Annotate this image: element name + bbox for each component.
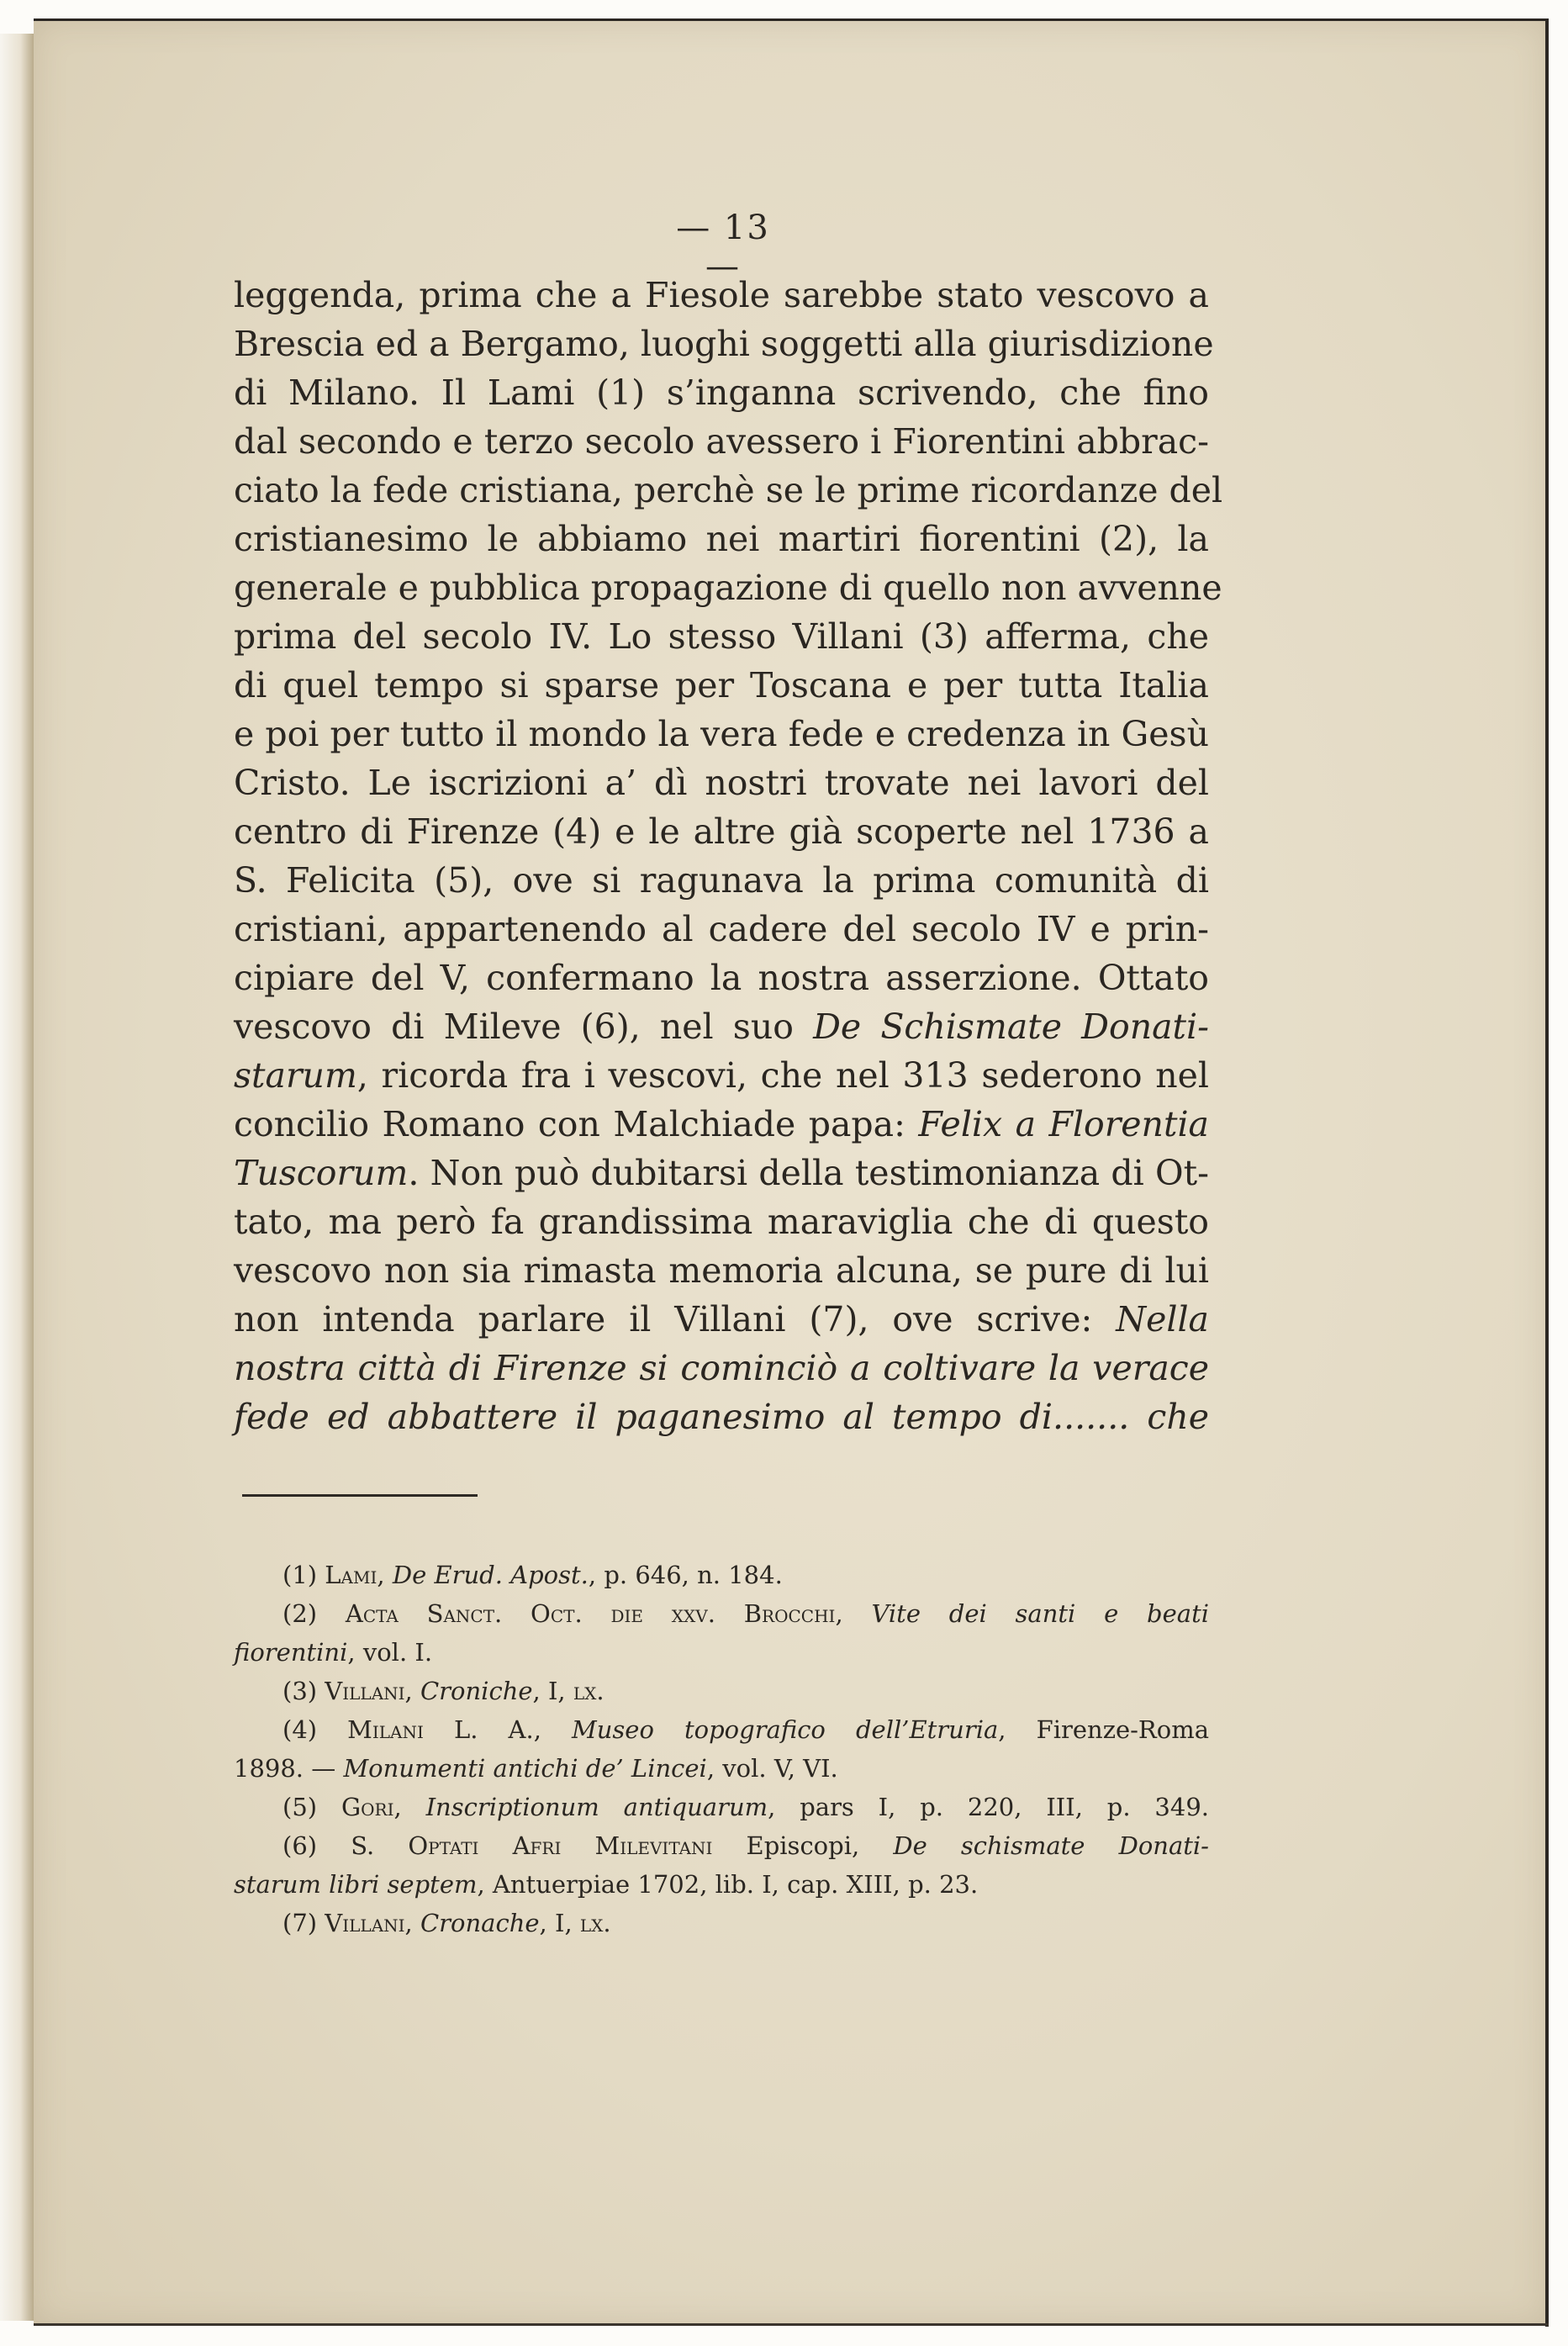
body-line	[234, 1100, 1209, 1149]
footnote-line	[234, 1865, 1209, 1904]
text-run: vescovo non sia rimasta memoria alcuna, se pure di lui	[234, 1250, 1209, 1291]
text-run: S. Felicita (5), ove si ragunava la prima comunità di	[234, 860, 1209, 901]
body-line	[234, 1051, 1209, 1100]
text-run: lx	[573, 1677, 597, 1705]
text-run: .	[603, 1909, 611, 1937]
text-run: , I,	[539, 1909, 580, 1937]
body-line	[234, 807, 1209, 856]
body-line	[234, 1002, 1209, 1051]
text-run: De Erud. Apost.	[392, 1561, 589, 1589]
text-run: cipiare del V, confermano la nostra asserzione. Ottato	[234, 958, 1209, 998]
body-line	[234, 1149, 1209, 1197]
footnote-line	[234, 1749, 1209, 1788]
body-line	[234, 1246, 1209, 1295]
text-run: ,	[393, 1793, 426, 1821]
text-run: di Milano. Il Lami (1) s’inganna scrivendo, che fino	[234, 373, 1209, 413]
text-run: , Antuerpiae 1702, lib. I, cap. XIII, p. 23.	[477, 1870, 979, 1899]
text-run: tato, ma però fa grandissima maraviglia che di questo	[234, 1202, 1209, 1242]
text-run: (1)	[282, 1561, 325, 1589]
text-run: fiorentini	[234, 1638, 348, 1667]
text-run: De schismate Donati-	[893, 1831, 1209, 1860]
text-run: ,	[377, 1561, 393, 1589]
text-run: (2)	[282, 1599, 346, 1628]
text-run: non intenda parlare il Villani (7), ove scrive:	[234, 1299, 1117, 1339]
text-run: vescovo di Mileve (6), nel suo	[234, 1007, 814, 1047]
text-run: lx	[579, 1909, 604, 1937]
footnote-line	[234, 1633, 1209, 1672]
body-line	[234, 758, 1209, 807]
text-run: nostra città di Firenze si cominciò a coltivare la verace	[234, 1348, 1209, 1388]
text-run: starum	[234, 1055, 357, 1096]
text-run: ,	[404, 1909, 420, 1937]
body-line	[234, 1392, 1209, 1441]
text-run: starum libri septem	[234, 1870, 478, 1899]
text-run: .	[596, 1677, 604, 1705]
body-line	[234, 271, 1209, 320]
text-run: 1898. —	[234, 1754, 344, 1783]
text-run: e poi per tutto il mondo la vera fede e credenza in Gesù	[234, 714, 1209, 754]
text-run: dal secondo e terzo secolo avessero i Fiorentini abbrac-	[234, 421, 1209, 462]
footnote-line	[234, 1556, 1209, 1594]
text-run: Lami	[325, 1561, 377, 1589]
body-line	[234, 1344, 1209, 1392]
text-run: Brescia ed a Bergamo, luoghi soggetti alla giurisdizione	[234, 324, 1214, 364]
text-run: (5)	[282, 1793, 341, 1821]
text-run: , vol. V, VI.	[706, 1754, 838, 1783]
text-run: , pars I, p. 220, III, p. 349.	[768, 1793, 1210, 1821]
body-line	[234, 661, 1209, 710]
footnote-separator	[242, 1494, 478, 1497]
text-run: di quel tempo si sparse per Toscana e per tutta Italia	[234, 665, 1209, 705]
text-run: Villani	[325, 1909, 405, 1937]
text-run: , Firenze-Roma	[998, 1715, 1210, 1744]
footnote-line	[234, 1826, 1209, 1865]
scan-border-right	[1545, 18, 1549, 2327]
text-run: De Schismate Donati-	[813, 1007, 1209, 1047]
book-gutter	[0, 34, 34, 2321]
footnote-line	[234, 1594, 1209, 1633]
body-line	[234, 856, 1209, 905]
body-line	[234, 954, 1209, 1002]
text-run: (6) S.	[282, 1831, 409, 1860]
body-text	[234, 271, 1223, 1441]
text-run: Croniche	[420, 1677, 533, 1705]
text-run: ciato la fede cristiana, perchè se le prime ricordanze del	[234, 470, 1223, 510]
text-run: , vol. I.	[347, 1638, 433, 1667]
text-run: (7)	[282, 1909, 325, 1937]
text-run: . Non può dubitarsi della testimonianza di Ot-	[408, 1153, 1209, 1193]
footnote-line	[234, 1904, 1209, 1942]
text-run: concilio Romano con Malchiade papa:	[234, 1104, 919, 1144]
text-run: generale e pubblica propagazione di quello non avvenne	[234, 568, 1222, 608]
body-line	[234, 612, 1209, 661]
text-run: , p. 646, n. 184.	[588, 1561, 783, 1589]
text-run: Tuscorum	[234, 1153, 409, 1193]
text-run: ,	[404, 1677, 420, 1705]
body-line	[234, 320, 1214, 368]
text-run: centro di Firenze (4) e le altre già scoperte nel 1736 a	[234, 811, 1209, 852]
text-run: (4)	[282, 1715, 348, 1744]
body-line	[234, 710, 1209, 758]
text-run: Inscriptionum antiquarum	[425, 1793, 768, 1821]
body-line	[234, 1295, 1209, 1344]
scan-border-top	[34, 18, 1547, 21]
text-run: cristiani, appartenendo al cadere del secolo IV e prin-	[234, 909, 1209, 949]
page-number: — 13 —	[676, 209, 770, 286]
scan-border-bottom	[34, 2323, 1549, 2326]
footnote-line	[234, 1788, 1209, 1826]
footnote-line	[234, 1672, 1209, 1710]
text-run: fede ed abbattere il paganesimo al tempo di....... che	[234, 1397, 1209, 1437]
text-run: prima del secolo IV. Lo stesso Villani (3) afferma, che	[234, 616, 1209, 657]
body-line	[234, 905, 1209, 954]
text-run: ,	[835, 1599, 872, 1628]
text-run: , ricorda fra i vescovi, che nel 313 sederono nel	[356, 1055, 1209, 1096]
text-run: cristianesimo le abbiamo nei martiri fiorentini (2), la	[234, 519, 1209, 559]
text-run: Vite dei santi e beati	[871, 1599, 1210, 1628]
text-run: Optati Afri Milevitani	[408, 1831, 713, 1860]
text-run: Gori	[341, 1793, 394, 1821]
body-line	[234, 466, 1223, 515]
body-line	[234, 563, 1222, 612]
body-line	[234, 1197, 1209, 1246]
text-run: Felix a Florentia	[918, 1104, 1209, 1144]
text-run: Monumenti antichi de’ Lincei	[343, 1754, 707, 1783]
text-run: Acta Sanct. Oct. die xxv. Brocchi	[345, 1599, 836, 1628]
footnotes	[234, 1556, 1209, 1942]
text-run: Milani L. A.	[347, 1715, 534, 1744]
body-line	[234, 417, 1209, 466]
text-run: Cronache	[420, 1909, 540, 1937]
text-run: , I,	[532, 1677, 573, 1705]
text-run: Episcopi,	[712, 1831, 894, 1860]
text-run: leggenda, prima che a Fiesole sarebbe stato vescovo a	[234, 275, 1209, 315]
text-run: Villani	[325, 1677, 405, 1705]
footnote-line	[234, 1710, 1209, 1749]
text-run: (3)	[282, 1677, 325, 1705]
text-run: Museo topografico dell’Etruria	[572, 1715, 999, 1744]
text-run: Cristo. Le iscrizioni a’ dì nostri trovate nei lavori del	[234, 763, 1209, 803]
text-run: Nella	[1116, 1299, 1209, 1339]
body-line	[234, 515, 1209, 563]
text-run: ,	[533, 1715, 573, 1744]
body-line	[234, 368, 1209, 417]
